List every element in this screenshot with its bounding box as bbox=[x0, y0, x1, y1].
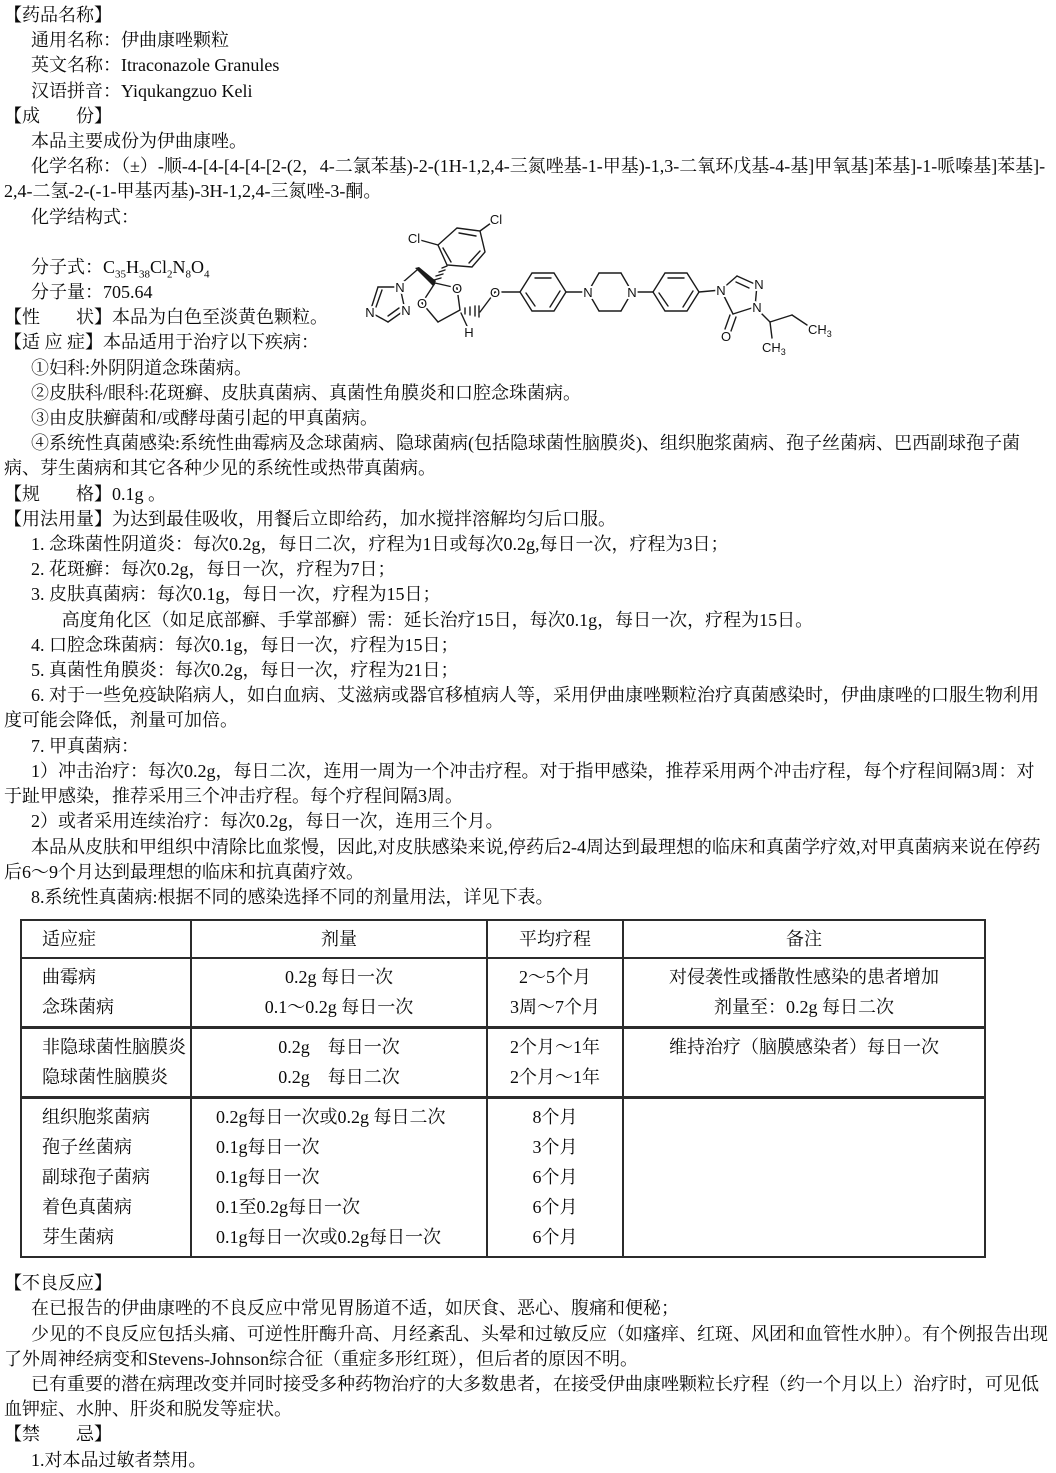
molecular-weight-line: 分子量：705.64 bbox=[31, 282, 153, 303]
atom-cl-top-icon: Cl bbox=[489, 212, 503, 227]
indication-item-2: ②皮肤科/眼科:花斑癣、皮肤真菌病、真菌性角膜炎和口腔念珠菌病。 bbox=[31, 382, 581, 403]
usage-item-8: 8.系统性真菌病:根据不同的感染选择不同的剂量用法，详见下表。 bbox=[31, 886, 554, 907]
section-indications: 【适 应 症】本品适用于治疗以下疾病： bbox=[4, 332, 319, 353]
adverse-line-1: 在已报告的伊曲康唑的不良反应中常见胃肠道不适，如厌食、恶心、腹痛和便秘； bbox=[31, 1298, 679, 1319]
atom-n-triazole-1-icon: N bbox=[395, 280, 405, 295]
section-specification: 【规 格】0.1g 。 bbox=[4, 483, 166, 504]
atom-n-piperazine-left-icon: N bbox=[583, 285, 593, 300]
atom-o-ether-icon: O bbox=[489, 285, 501, 300]
cell-indications: 曲霉病 念珠菌病 bbox=[42, 967, 114, 1018]
cell-indications: 组织胞浆菌病 孢子丝菌病 副球孢子菌病 着色真菌病 芽生菌病 bbox=[21, 1098, 191, 1258]
atom-n-triazolone-3-icon: N bbox=[754, 277, 764, 292]
table-row-group-3 bbox=[21, 1098, 985, 1258]
atom-n-triazole-4-icon: N bbox=[365, 305, 375, 320]
usage-clearance-note: 本品从皮肤和甲组织中清除比血浆慢，因此,对皮肤感染来说,停药后2-4周达到最理想的临床和真菌学疗效,对甲真菌病来说在停药后6～9个月达到最理想的临床和抗真菌疗效。 bbox=[4, 836, 1041, 882]
col-header-indication: 适应症 bbox=[21, 920, 191, 958]
molecular-formula-line: 分子式：$C_{35}H_{38}Cl_2N_8O_4$ bbox=[31, 256, 210, 281]
atom-cl-left-icon: Cl bbox=[407, 231, 421, 246]
dose-table-header-row bbox=[21, 920, 985, 958]
cell-remarks: 对侵袭性或播散性感染的患者增加 剂量至：0.2g 每日二次 bbox=[623, 958, 985, 1028]
adverse-line-2: 少见的不良反应包括头痛、可逆性肝酶升高、月经紊乱、头晕和过敏反应（如瘙痒、红斑、风团和血管性水肿）。有个例报告出现了外周神经病变和Stevens-Johnson综合征（重症多形红斑），但后者的原因不明。 bbox=[4, 1323, 1048, 1369]
atom-o-dioxolane-left-icon: O bbox=[416, 296, 428, 311]
section-header-drug-name: 【药品名称】 bbox=[4, 5, 112, 25]
atom-o-carbonyl-icon: O bbox=[720, 329, 732, 344]
cell-indications: 非隐球菌性脑膜炎 隐球菌性脑膜炎 bbox=[21, 1028, 191, 1098]
usage-item-6: 6. 对于一些免疫缺陷病人，如白血病、艾滋病或器官移植病人等，采用伊曲康唑颗粒治疗真菌感染时，伊曲康唑的口服生物利用度可能会降低，剂量可加倍。 bbox=[4, 685, 1039, 731]
section-contraindications: 【禁 忌】 bbox=[4, 1424, 112, 1445]
table-row-group-1 bbox=[21, 958, 985, 1028]
indication-item-3: ③由皮肤癣菌和/或酵母菌引起的甲真菌病。 bbox=[31, 408, 378, 429]
col-header-dose: 剂量 bbox=[191, 920, 487, 958]
cell-doses: 0.2g 每日一次 0.1～0.2g 每日一次 bbox=[191, 958, 487, 1028]
contraindication-line-1: 1.对本品过敏者禁用。 bbox=[31, 1449, 207, 1470]
systemic-fungal-dose-table bbox=[20, 919, 986, 1258]
usage-item-4: 4. 口腔念珠菌病：每次0.1g，每日一次，疗程为15日； bbox=[31, 634, 459, 655]
col-header-remark: 备注 bbox=[623, 920, 985, 958]
usage-item-2: 2. 花斑癣：每次0.2g，每日一次，疗程为7日； bbox=[31, 559, 396, 580]
section-adverse-reactions: 【不良反应】 bbox=[4, 1273, 112, 1294]
atom-ch3-down-icon: $CH_3$ bbox=[762, 340, 786, 357]
usage-item-7-continuous: 2）或者采用连续治疗：每次0.2g，每日一次，连用三个月。 bbox=[31, 811, 504, 832]
atom-n-triazolone-2-icon: N bbox=[752, 300, 762, 315]
atom-n-piperazine-right-icon: N bbox=[627, 285, 637, 300]
cell-doses: 0.2g每日一次或0.2g 每日二次 0.1g每日一次 0.1g每日一次 0.1至0.2g每日一次 0.1g每日一次或0.2g每日一次 bbox=[191, 1098, 487, 1258]
atom-ch3-right-icon: $CH_3$ bbox=[808, 322, 832, 339]
generic-name-line: 通用名称：伊曲康唑颗粒 bbox=[31, 30, 229, 51]
chemical-name-line: 化学名称：（±）-顺-4-[4-[4-[4-[2-(2，4-二氯苯基)-2-(1H-1,2,4-三氮唑基-1-甲基)-1,3-二氧环戊基-4-基]甲氧基]苯基]-1-哌嗪基]苯基]-2,4-二氢-2-(-1-甲基丙基)-3H-1,2,4-三氮唑-3-酮。 bbox=[4, 156, 1046, 202]
cell-doses: 0.2g 每日一次 0.2g 每日二次 bbox=[191, 1028, 487, 1098]
cell-remarks: 维持治疗（脑膜感染者）每日一次 bbox=[623, 1028, 985, 1098]
indication-item-4: ④系统性真菌感染:系统性曲霉病及念球菌病、隐球菌病(包括隐球菌性脑膜炎)、组织胞浆菌病、孢子丝菌病、巴西副球孢子菌病、芽生菌病和其它各种少见的系统性或热带真菌病。 bbox=[4, 433, 1020, 479]
usage-item-3: 3. 皮肤真菌病：每次0.1g，每日一次，疗程为15日； bbox=[31, 584, 441, 605]
section-usage: 【用法用量】为达到最佳吸收，用餐后立即给药，加水搅拌溶解均匀后口服。 bbox=[4, 508, 616, 529]
indication-item-1: ①妇科:外阴阴道念珠菌病。 bbox=[31, 357, 252, 378]
english-name-line: 英文名称：Itraconazole Granules bbox=[31, 55, 280, 76]
section-properties: 【性 状】本品为白色至淡黄色颗粒。 bbox=[4, 307, 328, 328]
structure-label-line: 化学结构式： bbox=[31, 206, 139, 227]
composition-line: 本品主要成份为伊曲康唑。 bbox=[31, 131, 247, 152]
usage-item-7-pulse: 1）冲击治疗：每次0.2g，每日二次，连用一周为一个冲击疗程。对于指甲感染，推荐采用两个冲击疗程，每个疗程间隔3周：对于趾甲感染，推荐采用三个冲击疗程。每个疗程间隔3周。 bbox=[4, 760, 1035, 807]
adverse-line-3: 已有重要的潜在病理改变并同时接受多种药物治疗的大多数患者，在接受伊曲康唑颗粒长疗程（约一个月以上）治疗时，可见低血钾症、水肿、肝炎和脱发等症状。 bbox=[4, 1373, 1039, 1420]
atom-n-triazole-2-icon: N bbox=[401, 303, 411, 318]
spacer bbox=[4, 230, 1050, 255]
pinyin-name-line: 汉语拼音：Yiqukangzuo Keli bbox=[31, 80, 253, 101]
cell-durations: 2～5个月 3周～7个月 bbox=[487, 958, 623, 1028]
section-header-composition: 【成 份】 bbox=[4, 105, 112, 126]
usage-item-7: 7. 甲真菌病： bbox=[31, 735, 139, 756]
atom-h-stereo-icon: H bbox=[464, 325, 474, 340]
cell-remarks-empty bbox=[623, 1098, 985, 1258]
cell-durations: 2个月～1年 2个月～1年 bbox=[487, 1028, 623, 1098]
table-row-group-2 bbox=[21, 1028, 985, 1098]
usage-item-3-sub: 高度角化区（如足底部癣、手掌部癣）需：延长治疗15日，每次0.1g，每日一次，疗程为15日。 bbox=[61, 609, 814, 630]
usage-item-1: 1. 念珠菌性阴道炎：每次0.2g，每日二次，疗程为1日或每次0.2g,每日一次，疗程为3日； bbox=[31, 534, 729, 555]
usage-item-5: 5. 真菌性角膜炎：每次0.2g，每日一次，疗程为21日； bbox=[31, 660, 459, 681]
atom-n-triazolone-4-icon: N bbox=[716, 283, 726, 298]
cell-durations: 8个月 3个月 6个月 6个月 6个月 bbox=[487, 1098, 623, 1258]
atom-o-dioxolane-right-icon: O bbox=[451, 281, 463, 296]
col-header-duration: 平均疗程 bbox=[487, 920, 623, 958]
